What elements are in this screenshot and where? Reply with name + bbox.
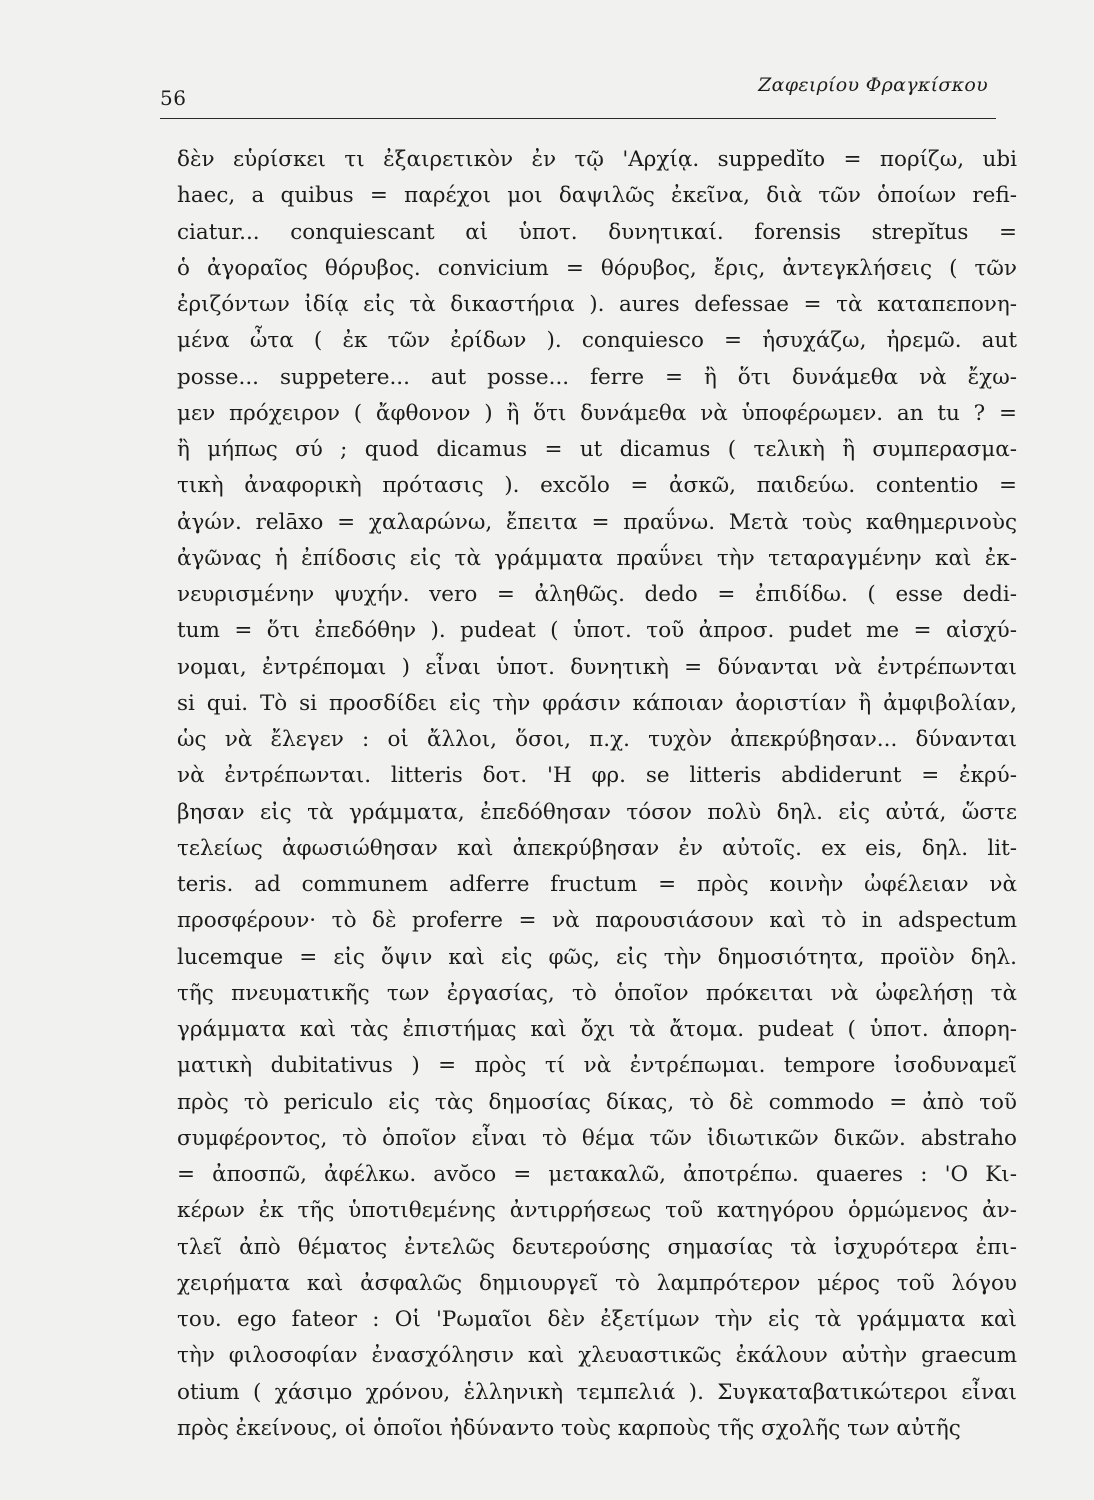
text-line: νευρισμένην ψυχήν. vero = ἀληθῶς. dedo = ἐπιδίδω. ( esse dedi- — [177, 582, 1017, 607]
text-line: ὁ ἀγοραῖος θόρυβος. convicium = θόρυβος, ἔρις, ἀντεγκλήσεις ( τῶν — [177, 255, 1017, 281]
text-line: ὡς νὰ ἔλεγεν : οἱ ἄλλοι, ὅσοι, π.χ. τυχὸν ἀπεκρύβησαν... δύνανται — [177, 727, 1017, 752]
text-line: πρὸς ἐκείνους, οἱ ὁποῖοι ἠδύναντο τοὺς καρποὺς τῆς σχολῆς των αὐτῆς — [177, 1415, 961, 1441]
running-head: Ζαφειρίου Φραγκίσκου — [758, 74, 988, 96]
body-text — [177, 142, 1017, 1447]
text-line: teris. ad communem adferre fructum = πρὸς κοινὴν ὠφέλειαν νὰ — [177, 872, 1017, 897]
text-line: νομαι, ἐντρέπομαι ) εἶναι ὑποτ. δυνητικὴ = δύνανται νὰ ἐντρέπωνται — [177, 654, 1017, 680]
text-line: ματικὴ dubitativus ) = πρὸς τί νὰ ἐντρέπωμαι. tempore ἰσοδυναμεῖ — [177, 1053, 1017, 1079]
text-line: τελείως ἀφωσιώθησαν καὶ ἀπεκρύβησαν ἐν αὐτοῖς. ex eis, δηλ. lit- — [177, 835, 1017, 861]
text-line: ἢ μήπως σύ ; quod dicamus = ut dicamus ( τελικὴ ἢ συμπερασμα- — [177, 437, 1017, 462]
text-line: τὴν φιλοσοφίαν ἐνασχόλησιν καὶ χλευαστικῶς ἐκάλουν αὐτὴν graecum — [177, 1343, 1017, 1369]
text-line: δὲν εὑρίσκει τι ἐξαιρετικὸν ἐν τῷ 'Αρχίᾳ. suppedĭto = πορίζω, ubi — [177, 147, 1017, 172]
text-line: posse... suppetere... aut posse... ferre = ἢ ὅτι δυνάμεθα νὰ ἔχω- — [177, 364, 1017, 390]
text-line: lucemque = εἰς ὄψιν καὶ εἰς φῶς, εἰς τὴν δημοσιότητα, προϊὸν δηλ. — [177, 944, 1017, 970]
text-line: haec, a quibus = παρέχοι μοι δαψιλῶς ἐκεῖνα, διὰ τῶν ὁποίων refi- — [177, 183, 1017, 209]
text-line: βησαν εἰς τὰ γράμματα, ἐπεδόθησαν τόσον πολὺ δηλ. εἰς αὐτά, ὥστε — [177, 799, 1017, 825]
text-line: ἀγών. relāxo = χαλαρώνω, ἔπειτα = πραΰνω. Μετὰ τοὺς καθημερινοὺς — [177, 509, 1017, 535]
text-line: νὰ ἐντρέπωνται. litteris δοτ. 'Η φρ. se litteris abdiderunt = ἐκρύ- — [177, 763, 1017, 789]
text-line: κέρων ἐκ τῆς ὑποτιθεμένης ἀντιρρήσεως τοῦ κατηγόρου ὁρμώμενος ἀν- — [177, 1198, 1017, 1224]
text-line: = ἀποσπῶ, ἀφέλκω. avŏco = μετακαλῶ, ἀποτρέπω. quaeres : 'Ο Κι- — [177, 1162, 1017, 1187]
text-line: τικὴ ἀναφορικὴ πρότασις ). excŏlo = ἀσκῶ, παιδεύω. contentio = — [177, 473, 1017, 499]
text-line: χειρήματα καὶ ἀσφαλῶς δημιουργεῖ τὸ λαμπρότερον μέρος τοῦ λόγου — [177, 1270, 1017, 1296]
text-line: γράμματα καὶ τὰς ἐπιστήμας καὶ ὄχι τὰ ἄτομα. pudeat ( ὑποτ. ἀπορη- — [177, 1017, 1017, 1042]
text-line: πρὸς τὸ periculo εἰς τὰς δημοσίας δίκας, τὸ δὲ commodo = ἀπὸ τοῦ — [177, 1089, 1017, 1115]
text-line: προσφέρουν· τὸ δὲ proferre = νὰ παρουσιάσουν καὶ τὸ in adspectum — [177, 908, 1017, 934]
text-line: tum = ὅτι ἐπεδόθην ). pudeat ( ὑποτ. τοῦ ἀπροσ. pudet me = αἰσχύ- — [177, 618, 1017, 644]
text-line: μένα ὦτα ( ἐκ τῶν ἐρίδων ). conquiesco = ἡσυχάζω, ἠρεμῶ. aut — [177, 328, 1017, 354]
text-line: συμφέροντος, τὸ ὁποῖον εἶναι τὸ θέμα τῶν ἰδιωτικῶν δικῶν. abstraho — [177, 1125, 1017, 1151]
page-number: 56 — [160, 86, 187, 110]
page-header — [160, 72, 1000, 114]
text-line: si qui. Τὸ si προσδίδει εἰς τὴν φράσιν κάποιαν ἀοριστίαν ἢ ἀμφιβολίαν, — [177, 690, 1017, 716]
text-line: του. ego fateor : Οἱ 'Ρωμαῖοι δὲν ἐξετίμων τὴν εἰς τὰ γράμματα καὶ — [177, 1307, 1017, 1332]
text-line: τλεῖ ἀπὸ θέματος ἐντελῶς δευτερούσης σημασίας τὰ ἰσχυρότερα ἐπι- — [177, 1234, 1017, 1260]
header-rule — [160, 118, 996, 119]
text-line: ciatur... conquiescant αἱ ὑποτ. δυνητικαί. forensis strepĭtus = — [177, 219, 1017, 245]
text-line: μεν πρόχειρον ( ἄφθονον ) ἢ ὅτι δυνάμεθα νὰ ὑποφέρωμεν. an tu ? = — [177, 400, 1017, 426]
text-line: τῆς πνευματικῆς των ἐργασίας, τὸ ὁποῖον πρόκειται νὰ ὠφελήσῃ τὰ — [177, 980, 1017, 1006]
text-line: ἀγῶνας ἡ ἐπίδοσις εἰς τὰ γράμματα πραΰνει τὴν τεταραγμένην καὶ ἐκ- — [177, 545, 1017, 571]
text-line: ἐριζόντων ἰδίᾳ εἰς τὰ δικαστήρια ). aures defessae = τὰ καταπεπονη- — [177, 292, 1017, 317]
text-line: otium ( χάσιμο χρόνου, ἑλληνικὴ τεμπελιά ). Συγκαταβατικώτεροι εἶναι — [177, 1379, 1017, 1405]
